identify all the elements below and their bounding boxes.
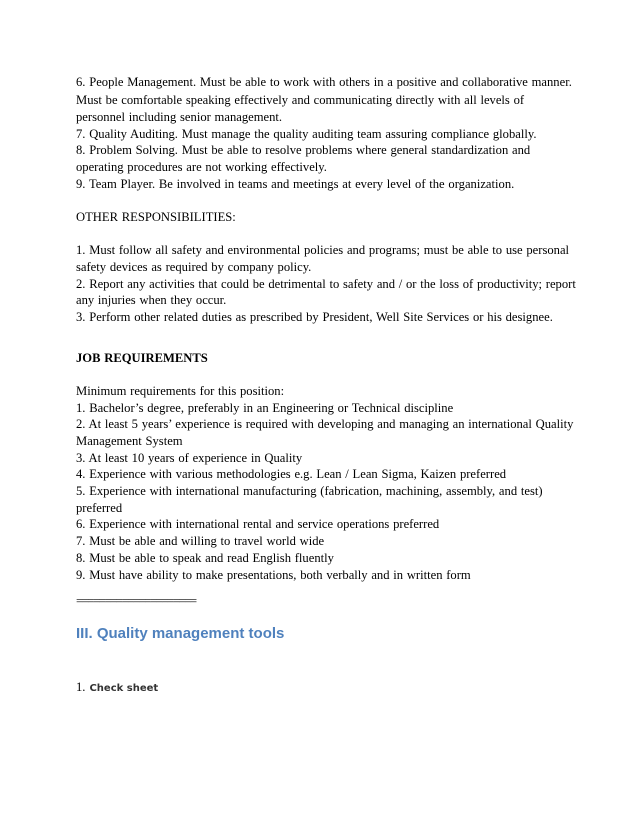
text-line: 7. Quality Auditing. Must manage the quality auditing team assuring compliance globally.: [76, 127, 537, 141]
text-line: 6. Experience with international rental and service operations preferred: [76, 517, 440, 531]
job-requirements-heading: JOB REQUIREMENTS: [76, 351, 208, 365]
text-line: 5. Experience with international manufacturing (fabrication, machining, assembly, and test): [76, 484, 543, 498]
check-sheet-item: [76, 679, 158, 697]
text-line: any injuries when they occur.: [76, 293, 227, 307]
check-sheet-label: Check sheet: [89, 683, 159, 694]
text-line: 9. Must have ability to make presentations, both verbally and in written form: [76, 568, 471, 582]
text-line: 1. Must follow all safety and environmental policies and programs; must be able to use personal: [76, 243, 570, 257]
text-line: 2. Report any activities that could be detrimental to safety and / or the loss of productivity; report: [76, 277, 576, 291]
check-sheet-number: 1.: [76, 680, 86, 694]
text-line: safety devices as required by company policy.: [76, 260, 312, 274]
text-line: 8. Problem Solving. Must be able to resolve problems where general standardization and: [76, 143, 531, 157]
text-line: 6. People Management. Must be able to work with others in a positive and collaborative manner.: [76, 75, 572, 89]
text-line: Must be comfortable speaking effectively and communicating directly with all levels of: [76, 93, 525, 107]
divider: =====================: [76, 594, 196, 608]
text-line: 3. Perform other related duties as prescribed by President, Well Site Services or his designee.: [76, 310, 553, 324]
text-line: 8. Must be able to speak and read English fluently: [76, 551, 334, 565]
text-line: Management System: [76, 434, 183, 448]
section-heading: III. Quality management tools: [76, 625, 285, 642]
text-line: 9. Team Player. Be involved in teams and meetings at every level of the organization.: [76, 177, 515, 191]
text-line: 1. Bachelor’s degree, preferably in an Engineering or Technical discipline: [76, 401, 454, 415]
text-line: 7. Must be able and willing to travel world wide: [76, 534, 325, 548]
text-line: 3. At least 10 years of experience in Quality: [76, 451, 303, 465]
text-line: 4. Experience with various methodologies e.g. Lean / Lean Sigma, Kaizen preferred: [76, 467, 507, 481]
text-line: Minimum requirements for this position:: [76, 384, 285, 398]
text-line: operating procedures are not working effectively.: [76, 160, 327, 174]
other-responsibilities-heading: OTHER RESPONSIBILITIES:: [76, 210, 236, 224]
text-line: personnel including senior management.: [76, 110, 283, 124]
text-line: 2. At least 5 years’ experience is required with developing and managing an international Quality: [76, 417, 574, 431]
text-line: preferred: [76, 501, 123, 515]
